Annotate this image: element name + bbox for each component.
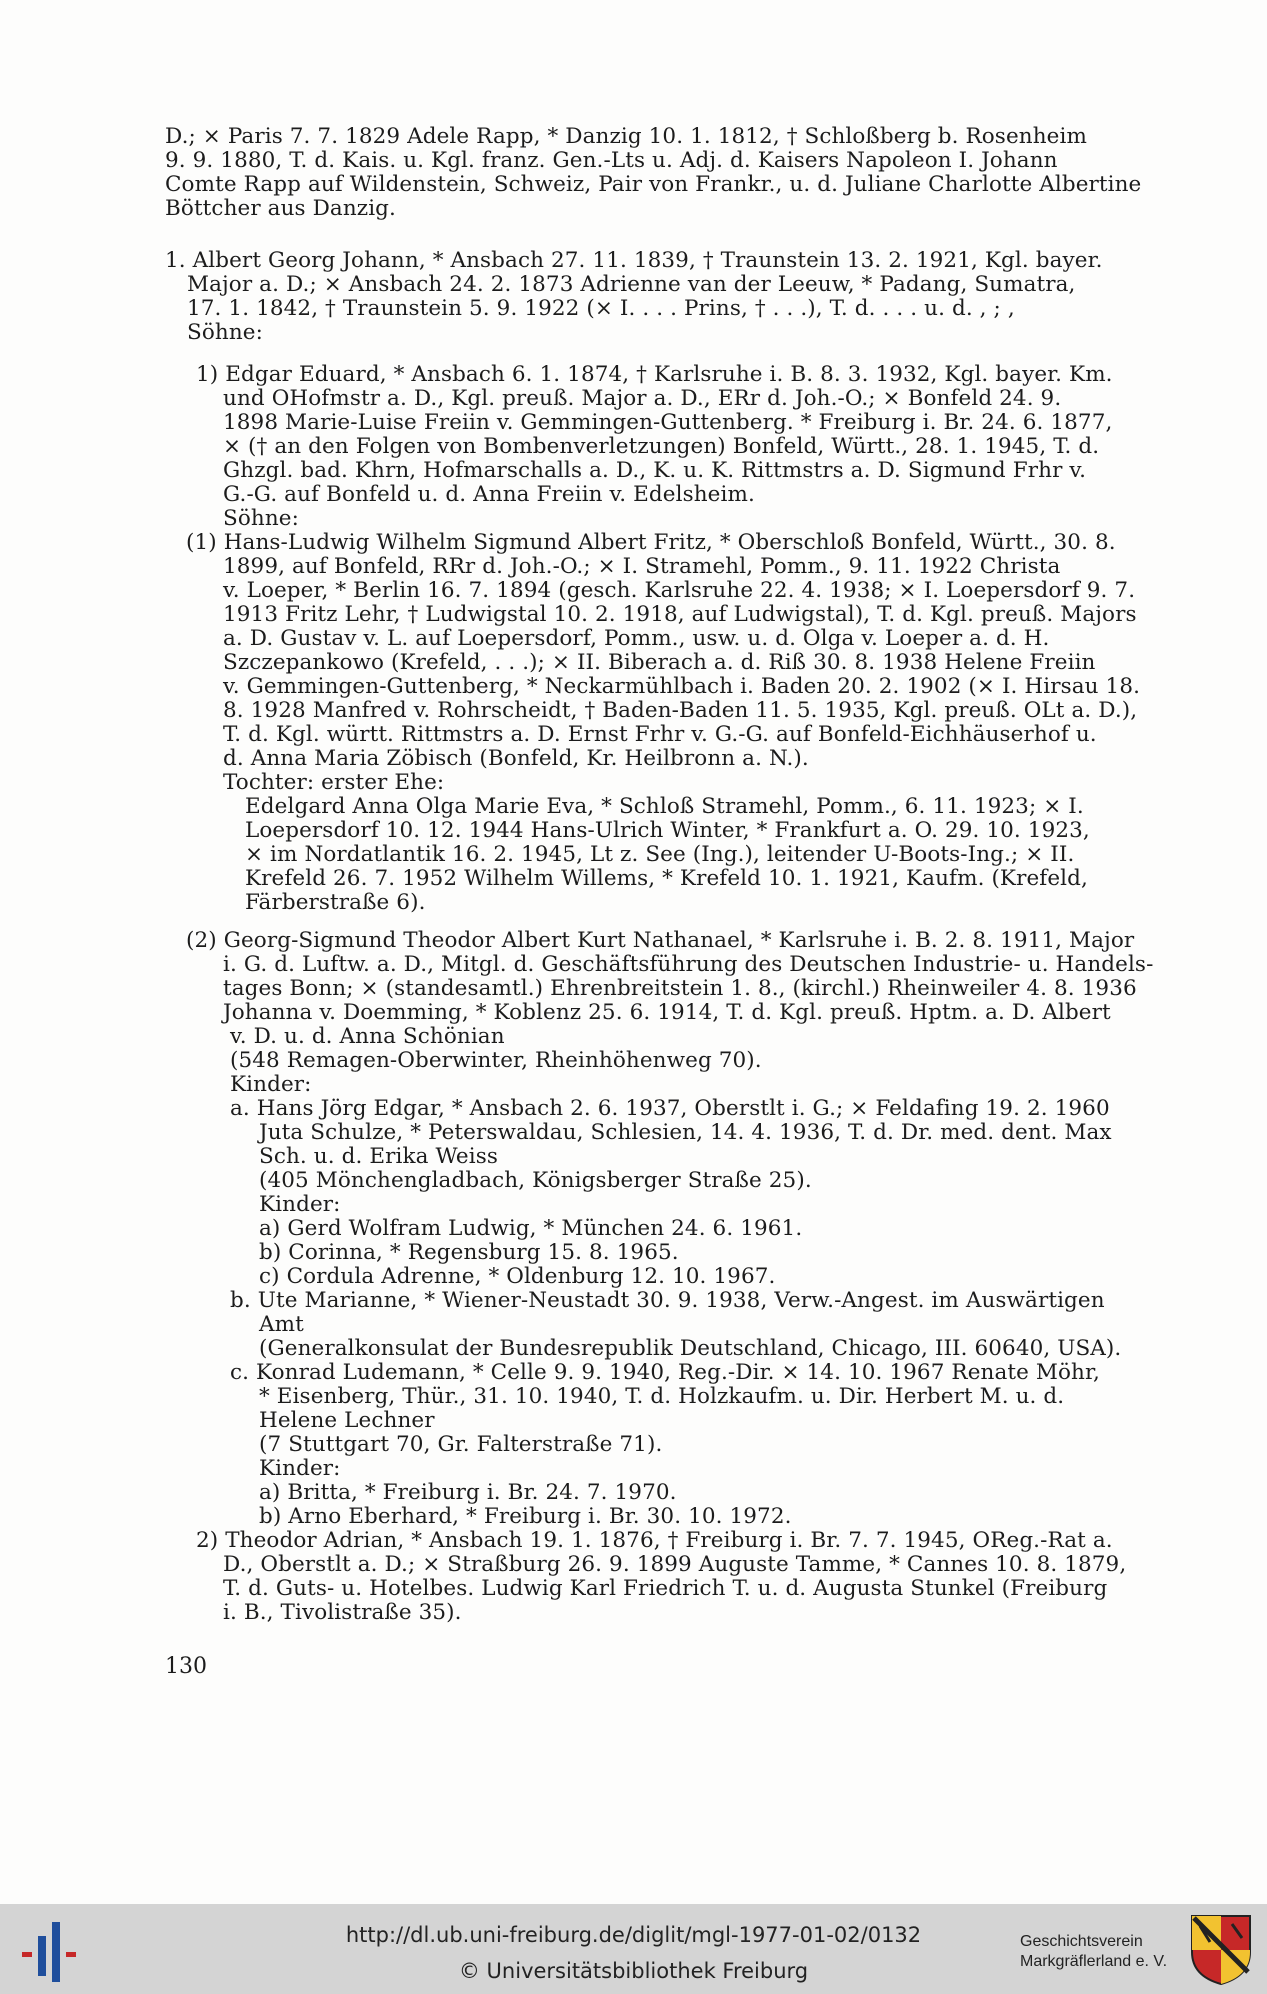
text-line: × († an den Folgen von Bombenverletzungen) Bonfeld, Württ., 28. 1. 1945, T. d. bbox=[223, 434, 1100, 459]
text-line: a) Gerd Wolfram Ludwig, * München 24. 6. 1961. bbox=[259, 1216, 803, 1241]
text-line: Loepersdorf 10. 12. 1944 Hans-Ulrich Winter, * Frankfurt a. O. 29. 10. 1923, bbox=[245, 818, 1090, 843]
text-line: a. Hans Jörg Edgar, * Ansbach 2. 6. 1937, Oberstlt i. G.; × Feldafing 19. 2. 1960 bbox=[230, 1096, 1110, 1121]
text-line: Kinder: bbox=[259, 1456, 341, 1481]
text-line: Helene Lechner bbox=[259, 1408, 435, 1433]
text-line: Tochter: erster Ehe: bbox=[223, 770, 445, 795]
copyright-text: © Universitätsbibliothek Freiburg bbox=[458, 1959, 809, 1983]
text-line: Krefeld 26. 7. 1952 Wilhelm Willems, * Krefeld 10. 1. 1921, Kaufm. (Krefeld, bbox=[245, 866, 1088, 891]
text-line: i. B., Tivolistraße 35). bbox=[223, 1600, 462, 1625]
text-line: Juta Schulze, * Peterswaldau, Schlesien, 14. 4. 1936, T. d. Dr. med. dent. Max bbox=[259, 1120, 1112, 1145]
text-line: (7 Stuttgart 70, Gr. Falterstraße 71). bbox=[259, 1432, 663, 1457]
text-line: b. Ute Marianne, * Wiener-Neustadt 30. 9. 1938, Verw.-Angest. im Auswärtigen bbox=[230, 1288, 1105, 1313]
text-line: Kinder: bbox=[230, 1072, 312, 1097]
society-name bbox=[1020, 1932, 1167, 1972]
text-line: i. G. d. Luftw. a. D., Mitgl. d. Geschäftsführung des Deutschen Industrie- u. Handels- bbox=[223, 952, 1154, 977]
text-line: (2) Georg-Sigmund Theodor Albert Kurt Nathanael, * Karlsruhe i. B. 2. 8. 1911, Major bbox=[186, 928, 1135, 953]
text-line: G.-G. auf Bonfeld u. d. Anna Freiin v. Edelsheim. bbox=[223, 482, 755, 507]
text-line: (1) Hans-Ludwig Wilhelm Sigmund Albert Fritz, * Oberschloß Bonfeld, Württ., 30. 8. bbox=[186, 530, 1116, 555]
text-line: a) Britta, * Freiburg i. Br. 24. 7. 1970. bbox=[259, 1480, 677, 1505]
text-line: T. d. Kgl. württ. Rittmstrs a. D. Ernst Frhr v. G.-G. auf Bonfeld-Eichhäuserhof u. bbox=[223, 722, 1097, 747]
text-line: (548 Remagen-Oberwinter, Rheinhöhenweg 70). bbox=[230, 1048, 762, 1073]
text-line: tages Bonn; × (standesamtl.) Ehrenbreitstein 1. 8., (kirchl.) Rheinweiler 4. 8. 1936 bbox=[223, 976, 1137, 1001]
text-line: Amt bbox=[259, 1312, 304, 1337]
page-number: 130 bbox=[165, 1654, 207, 1679]
text-line: 17. 1. 1842, † Traunstein 5. 9. 1922 (× I. . . . Prins, † . . .), T. d. . . . u. d. , ; , bbox=[187, 296, 1015, 321]
text-line: T. d. Guts- u. Hotelbes. Ludwig Karl Friedrich T. u. d. Augusta Stunkel (Freiburg bbox=[223, 1576, 1108, 1601]
text-line: 1898 Marie-Luise Freiin v. Gemmingen-Guttenberg. * Freiburg i. Br. 24. 6. 1877, bbox=[223, 410, 1113, 435]
text-line: und OHofmstr a. D., Kgl. preuß. Major a. D., ERr d. Joh.-O.; × Bonfeld 24. 9. bbox=[223, 386, 1062, 411]
text-line: × im Nordatlantik 16. 2. 1945, Lt z. See (Ing.), leitender U-Boots-Ing.; × II. bbox=[245, 842, 1075, 867]
text-line: v. D. u. d. Anna Schönian bbox=[230, 1024, 505, 1049]
text-line: D.; × Paris 7. 7. 1829 Adele Rapp, * Danzig 10. 1. 1812, † Schloßberg b. Rosenheim bbox=[165, 124, 1087, 149]
text-line: 9. 9. 1880, T. d. Kais. u. Kgl. franz. Gen.-Lts u. Adj. d. Kaisers Napoleon I. Johann bbox=[165, 148, 1058, 173]
text-line: 1913 Fritz Lehr, † Ludwigstal 10. 2. 1918, auf Ludwigstal), T. d. Kgl. preuß. Majors bbox=[223, 602, 1137, 627]
text-line: b) Corinna, * Regensburg 15. 8. 1965. bbox=[259, 1240, 679, 1265]
text-line: 1. Albert Georg Johann, * Ansbach 27. 11. 1839, † Traunstein 13. 2. 1921, Kgl. bayer. bbox=[165, 248, 1103, 273]
text-line: v. Loeper, * Berlin 16. 7. 1894 (gesch. Karlsruhe 22. 4. 1938; × I. Loepersdorf 9. 7. bbox=[223, 578, 1136, 603]
text-line: * Eisenberg, Thür., 31. 10. 1940, T. d. Holzkaufm. u. Dir. Herbert M. u. d. bbox=[259, 1384, 1065, 1409]
text-line: Szczepankowo (Krefeld, . . .); × II. Biberach a. d. Riß 30. 8. 1938 Helene Freiin bbox=[223, 650, 1096, 675]
text-line: 1899, auf Bonfeld, RRr d. Joh.-O.; × I. Stramehl, Pomm., 9. 11. 1922 Christa bbox=[223, 554, 1061, 579]
text-line: Söhne: bbox=[187, 320, 263, 345]
text-line: b) Arno Eberhard, * Freiburg i. Br. 30. 10. 1972. bbox=[259, 1504, 792, 1529]
text-line: Ghzgl. bad. Khrn, Hofmarschalls a. D., K. u. K. Rittmstrs a. D. Sigmund Frhr v. bbox=[223, 458, 1087, 483]
text-line: Färberstraße 6). bbox=[245, 890, 426, 915]
source-url-link[interactable]: http://dl.ub.uni-freiburg.de/diglit/mgl-1977-01-02/0132 bbox=[345, 1923, 922, 1947]
text-line: (405 Mönchengladbach, Königsberger Straße 25). bbox=[259, 1168, 812, 1193]
text-line: 8. 1928 Manfred v. Rohrscheidt, † Baden-Baden 11. 5. 1935, Kgl. preuß. OLt a. D.), bbox=[223, 698, 1138, 723]
text-line: Sch. u. d. Erika Weiss bbox=[259, 1144, 498, 1169]
society-name-line1: Geschichtsverein bbox=[1020, 1933, 1143, 1950]
text-line: 2) Theodor Adrian, * Ansbach 19. 1. 1876, † Freiburg i. Br. 7. 7. 1945, OReg.-Rat a. bbox=[196, 1528, 1113, 1553]
coat-of-arms-icon bbox=[1188, 1912, 1254, 1986]
text-line: 1) Edgar Eduard, * Ansbach 6. 1. 1874, † Karlsruhe i. B. 8. 3. 1932, Kgl. bayer. Km. bbox=[196, 362, 1113, 387]
text-line: D., Oberstlt a. D.; × Straßburg 26. 9. 1899 Auguste Tamme, * Cannes 10. 8. 1879, bbox=[223, 1552, 1127, 1577]
text-line: Söhne: bbox=[223, 506, 299, 531]
text-line: Edelgard Anna Olga Marie Eva, * Schloß Stramehl, Pomm., 6. 11. 1923; × I. bbox=[245, 794, 1084, 819]
text-line: (Generalkonsulat der Bundesrepublik Deutschland, Chicago, III. 60640, USA). bbox=[259, 1336, 1122, 1361]
text-line: Major a. D.; × Ansbach 24. 2. 1873 Adrienne van der Leeuw, * Padang, Sumatra, bbox=[187, 272, 1076, 297]
text-line: Kinder: bbox=[259, 1192, 341, 1217]
text-line: Comte Rapp auf Wildenstein, Schweiz, Pair von Frankr., u. d. Juliane Charlotte Albertine bbox=[165, 172, 1142, 197]
society-name-line2: Markgräflerland e. V. bbox=[1020, 1953, 1168, 1970]
text-line: Johanna v. Doemming, * Koblenz 25. 6. 1914, T. d. Kgl. preuß. Hptm. a. D. Albert bbox=[223, 1000, 1111, 1025]
text-line: c) Cordula Adrenne, * Oldenburg 12. 10. 1967. bbox=[259, 1264, 776, 1289]
text-line: c. Konrad Ludemann, * Celle 9. 9. 1940, Reg.-Dir. × 14. 10. 1967 Renate Möhr, bbox=[230, 1360, 1100, 1385]
text-line: d. Anna Maria Zöbisch (Bonfeld, Kr. Heilbronn a. N.). bbox=[223, 746, 809, 771]
text-line: v. Gemmingen-Guttenberg, * Neckarmühlbach i. Baden 20. 2. 1902 (× I. Hirsau 18. bbox=[223, 674, 1141, 699]
text-line: a. D. Gustav v. L. auf Loepersdorf, Pomm., usw. u. d. Olga v. Loeper a. d. H. bbox=[223, 626, 1050, 651]
text-line: Böttcher aus Danzig. bbox=[165, 196, 396, 221]
